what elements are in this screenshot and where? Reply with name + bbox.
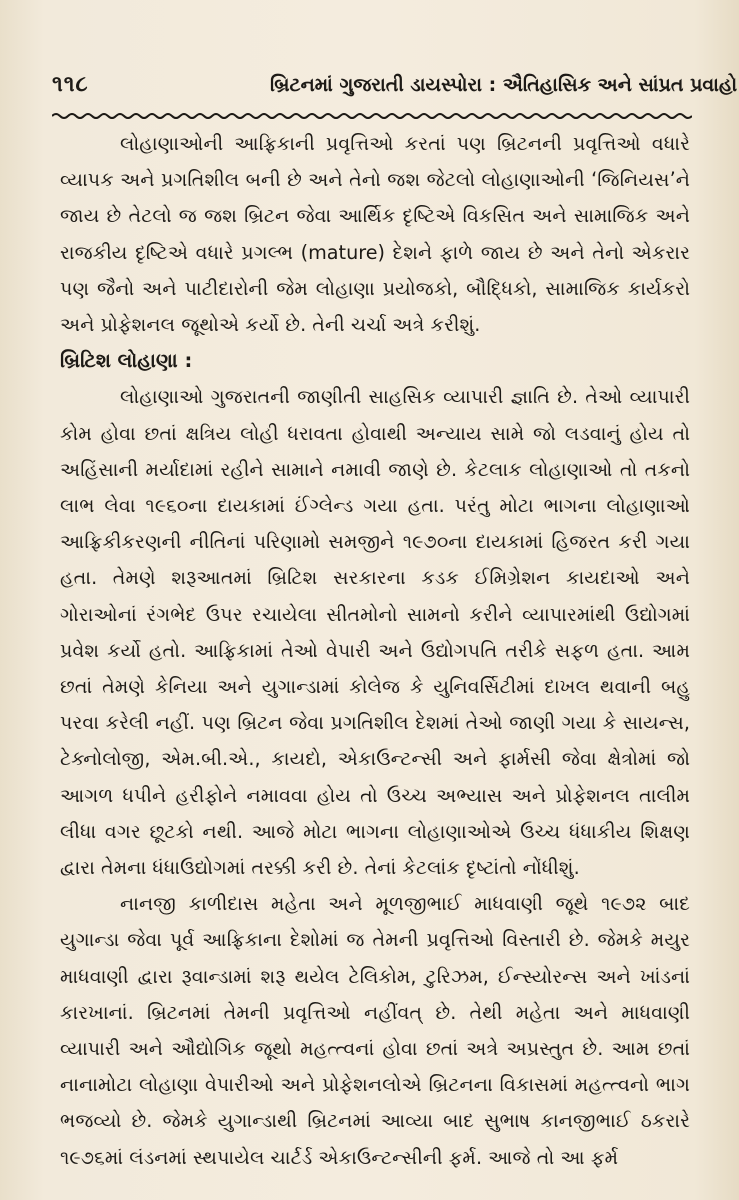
main-text bbox=[60, 126, 690, 1176]
section-heading: બ્રિટિશ લોહાણા : bbox=[60, 349, 193, 373]
page-header bbox=[52, 68, 738, 104]
paragraph: લોહાણાઓ ગુજરાતની જાણીતી સાહસિક વ્યાપારી જ્ઞાતિ છે. તેઓ વ્યાપારી કોમ હોવા છતાં ક્ષત્રિય લોહી ધરાવતા હોવાથી અન્યાય સામે જો લડવાનું હોય તો અહિંસાની મર્યાદામાં રહીને સામાને નમાવી જાણે છે. કેટલાક લોહાણાઓ તો તકનો લાભ લેવા ૧૯૬૦ના દાયકામાં ઈંગ્લેન્ડ ગયા હતા. પરંતુ મોટા ભાગના લોહાણાઓ આફ્રિકીકરણની નીતિનાં પરિણામો સમજીને ૧૯૭૦ના દાયકામાં હિજરત કરી ગયા હતા. તેમણે શરૂઆતમાં બ્રિટિશ સરકારના કડક ઈમિગ્રેશન કાયદાઓ અને ગોરાઓનાં રંગભેદ ઉપર રચાયેલા સીતમોનો સામનો કરીને વ્યાપારમાંથી ઉદ્યોગમાં પ્રવેશ કર્યો હતો. આફ્રિકામાં તેઓ વેપારી અને ઉદ્યોગપતિ તરીકે સફળ હતા. આમ છતાં તેમણે કેનિયા અને યુગાન્ડામાં કોલેજ કે યુનિવર્સિટીમાં દાખલ થવાની બહુ પરવા કરેલી નહીં. પણ બ્રિટન જેવા પ્રગતિશીલ દેશમાં તેઓ જાણી ગયા કે સાયન્સ, ટેક્નોલોજી, એમ.બી.એ., કાયદો, એકાઉન્ટન્સી અને ફાર્મસી જેવા ક્ષેત્રોમાં જો આગળ ધપીને હરીફોને નમાવવા હોય તો ઉચ્ચ અભ્યાસ અને પ્રોફેશનલ તાલીમ લીધા વગર છૂટકો નથી. આજે મોટા ભાગના લોહાણાઓએ ઉચ્ચ ધંધાકીય શિક્ષણ દ્વારા તેમના ધંધાઉદ્યોગમાં તરક્કી કરી છે. તેનાં કેટલાંક દૃષ્ટાંતો નોંધીશું. bbox=[60, 385, 690, 880]
paragraph: લોહાણાઓની આફ્રિકાની પ્રવૃત્તિઓ કરતાં પણ બ્રિટનની પ્રવૃત્તિઓ વધારે વ્યાપક અને પ્રગતિશીલ બની છે અને તેનો જશ જેટલો લોહાણાઓની ‘જિનિયસ’ને જાય છે તેટલો જ જશ બ્રિટન જેવા આર્થિક દૃષ્ટિએ વિકસિત અને સામાજિક અને રાજકીય દૃષ્ટિએ વધારે પ્રગલ્ભ (mature) દેશને ફાળે જાય છે અને તેનો એકરાર પણ જૈનો અને પાટીદારોની જેમ લોહાણા પ્રયોજકો, બૌદ્ધિકો, સામાજિક કાર્યકરો અને પ્રોફેશનલ જૂથોએ કર્યો છે. તેની ચર્ચા અત્રે કરીશું. bbox=[60, 132, 690, 337]
running-title: બ્રિટનમાં ગુજરાતી ડાયસ્પોરા : ઐતિહાસિક અને સાંપ્રત પ્રવાહો bbox=[270, 74, 738, 96]
page-number: ૧૧૮ bbox=[52, 72, 89, 97]
paragraph: નાનજી કાળીદાસ મહેતા અને મૂળજીભાઈ માધવાણી જૂથે ૧૯૭૨ બાદ યુગાન્ડા જેવા પૂર્વ આફ્રિકાના દેશોમાં જ તેમની પ્રવૃત્તિઓ વિસ્તારી છે. જેમકે મયુર માધવાણી દ્વારા રૂવાન્ડામાં શરૂ થયેલ ટેલિકોમ, ટુરિઝમ, ઈન્સ્યોરન્સ અને ખાંડનાં કારખાનાં. બ્રિટનમાં તેમની પ્રવૃત્તિઓ નહીંવત્ છે. તેથી મહેતા અને માધવાણી વ્યાપારી અને ઔદ્યોગિક જૂથો મહત્ત્વનાં હોવા છતાં અત્રે અપ્રસ્તુત છે. આમ છતાં નાનામોટા લોહાણા વેપારીઓ અને પ્રોફેશનલોએ બ્રિટનના વિકાસમાં મહત્ત્વનો ભાગ ભજવ્યો છે. જેમકે યુગાન્ડાથી બ્રિટનમાં આવ્યા બાદ સુભાષ કાનજીભાઈ ઠકરારે ૧૯૭૬માં લંડનમાં સ્થપાયેલ ચાર્ટર્ડ એકાઉન્ટન્સીની ફર્મ. આજે તો આ ફર્મ bbox=[60, 892, 690, 1169]
header-divider bbox=[52, 112, 692, 120]
